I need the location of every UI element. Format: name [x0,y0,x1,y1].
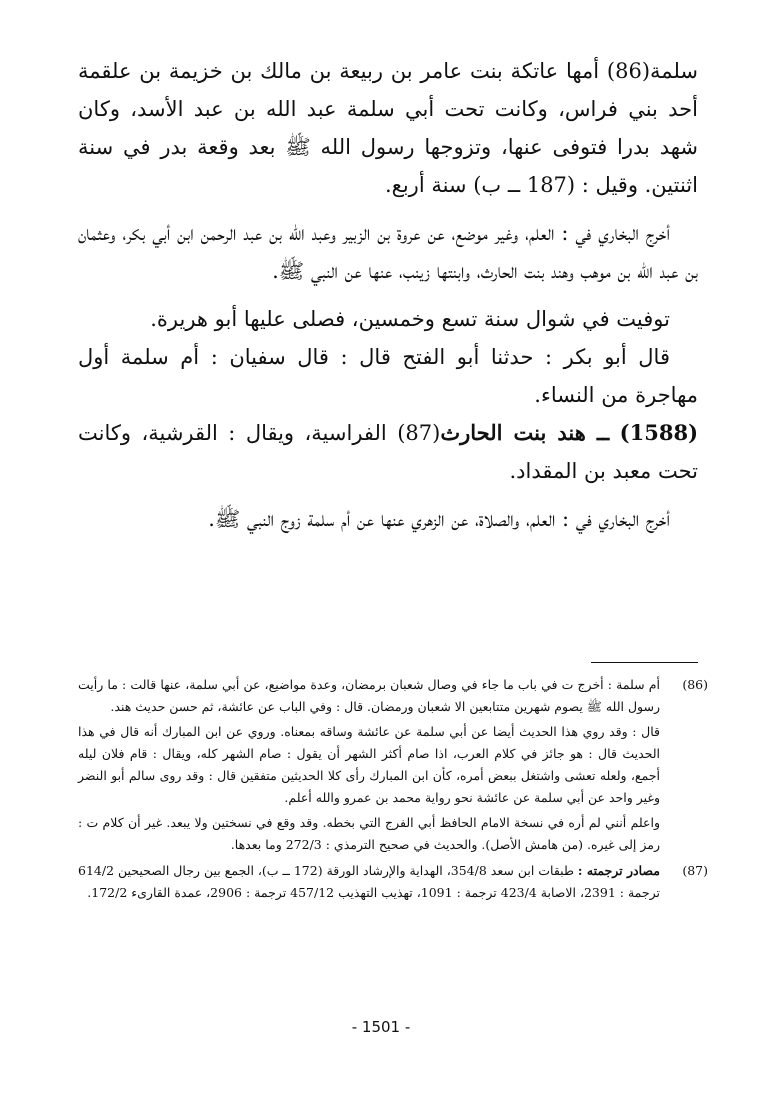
paragraph-bukhari-narrators: أخرج البخاري في : العلم، وغير موضع، عن عروة بن الزبير وعبد الله بن عبد الرحمن ابن أبي بكر، وعثمان بن عبد الله بن موهب وهند بنت الحارث، وابنتها زينب، عنها عن النبي ﷺ. [78,221,698,283]
paragraph-abu-bakr-quote: قال أبو بكر : حدثنا أبو الفتح قال : قال سفيان : أم سلمة أول مهاجرة من النساء. [78,345,698,407]
main-text [78,52,698,538]
page-number: - 1501 - [351,1018,411,1036]
sources-text: طبقات ابن سعد 354/8، الهداية والإرشاد الورقة (172 ــ ب)، الجمع بين رجال الصحيحين 614/2 ترجمة : 2391، الاصابة 423/4 ترجمة : 1091، تهذيب التهذيب 457/12 ترجمة : 2906، عمدة القارىء 172/2. [78,863,660,900]
footnote-paragraph: أم سلمة : أخرج ت في باب ما جاء في وصال شعبان برمضان، وعدة مواضيع، عن أبي سلمة، عنها قالت : ما رأيت رسول الله ﷺ يصوم شهرين متتابعين الا شعبان ورمضان. قال : وفي الباب عن عائشة، ثم حسن حديث هند. [78,677,660,714]
paragraph-death: توفيت في شوال سنة تسع وخمسين، فصلى عليها أبو هريرة. [150,307,670,331]
footnote-86 [78,674,708,856]
footnote-separator [591,662,698,663]
entry-name: ــ هند بنت الحارث [440,420,610,445]
paragraph-umm-salama-bio: سلمة(86) أمها عاتكة بنت عامر بن ربيعة بن مالك بن خزيمة بن علقمة أحد بني فراس، وكانت تحت أبي سلمة عبد الله بن عبد الأسد، وكان شهد بدرا فتوفى عنها، وتزوجها رسول الله ﷺ بعد وقعة بدر في سنة اثنتين. وقيل : (187 ــ ب) سنة أربع. [78,59,698,197]
entry-description: (87) الفراسية، ويقال : القرشية، وكانت تحت معبد بن المقداد. [78,421,698,483]
footnote-paragraph: واعلم أنني لم أره في نسخة الامام الحافظ أبي الفرج التي بخطه. وقد وقع في نسختين ولا يبعد. غير أن كلام ت : رمز إلى غيره. (من هامش الأصل). والحديث في صحيح الترمذي : 272/3 وما بعدها. [78,815,660,852]
footnote-number: (87) [682,863,708,878]
footnote-paragraph: قال : وقد روي هذا الحديث أيضا عن أبي سلمة عن عائشة وساقه بمعناه. وروي عن ابن المبارك أنه قال في هذا الحديث قال : هو جائز في كلام العرب، اذا صام أكثر الشهر أن يقول : صام الشهر كله، ويقال : قام فلان ليله أجمع، ولعله تعشى واشتغل ببعض أمره، كأن ابن المبارك رأى كلا الحديثين متفقين قال : وقد روى سالم أبو النضر وغير واحد عن أبي سلمة عن عائشة نحو رواية محمد بن عمرو والله أعلم. [78,724,660,805]
footnote-87 [78,860,708,904]
entry-number: (1588) [619,420,698,445]
sources-label: مصادر ترجمته : [577,863,660,878]
footnotes [78,674,708,908]
footnote-paragraph [78,860,660,904]
entry-1588 [78,414,698,490]
paragraph-bukhari-hind: أخرج البخاري في : العلم، والصلاة، عن الزهري عنها عن أم سلمة زوج النبي ﷺ. [208,507,670,531]
footnote-number: (86) [682,677,708,692]
